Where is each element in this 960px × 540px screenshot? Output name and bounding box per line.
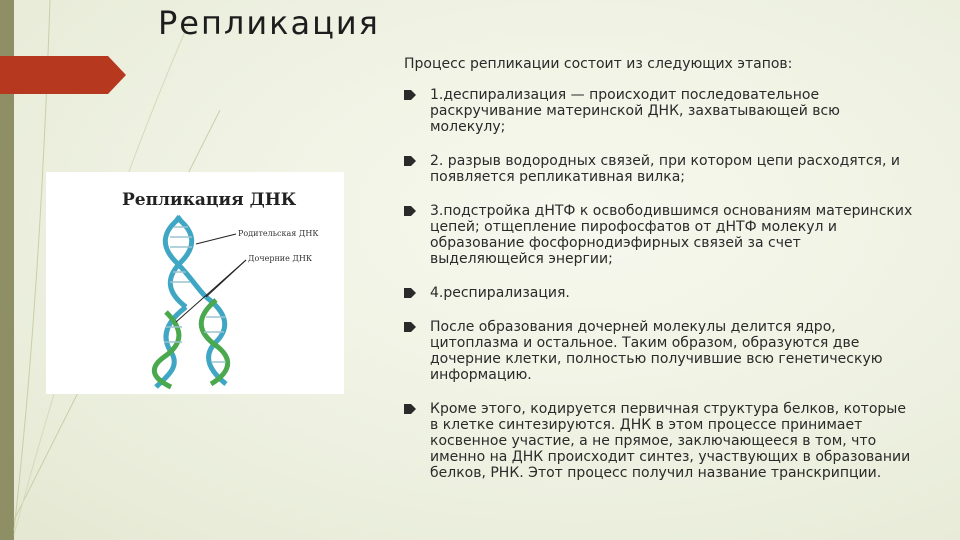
- list-item: [404, 87, 914, 135]
- bullet-text: Кроме этого, кодируется первичная структура белков, которые в клетке синтезируются. ДНК в этом процессе принимает косвенное участие, а не прямое, заключающееся в том, что именно на ДНК происходит синтез, участвующих в образовании белков, РНК. Этот процесс получил название транскрипции.: [430, 401, 911, 481]
- arrow-bullet-icon: [404, 288, 416, 298]
- bullet-text: 3.подстройка дНТФ к освободившимся основаниям материнских цепей; отщепление пирофосфатов от дНТФ молекул и образование фосфорнодиэфирных связей за счет выделяющейся энергии;: [430, 203, 913, 267]
- bullet-text: 4.респирализация.: [430, 285, 570, 301]
- list-item: [404, 203, 914, 267]
- list-item: [404, 153, 914, 185]
- bullet-text: После образования дочерней молекулы делится ядро, цитоплазма и остальное. Таким образом, образуются две дочерние клетки, полностью получившие всю генетическую информацию.: [430, 319, 883, 383]
- slide-title: Репликация: [158, 4, 380, 42]
- list-item: [404, 285, 914, 301]
- bullet-text: 1.деспирализация — происходит последовательное раскручивание материнской ДНК, захватывающей всю молекулу;: [430, 87, 840, 135]
- bullet-text: 2. разрыв водородных связей, при котором цепи расходятся, и появляется репликативная вилка;: [430, 153, 900, 185]
- dna-helix-illustration: [46, 172, 344, 394]
- arrow-bullet-icon: [404, 322, 416, 332]
- title-accent-arrow-icon: [0, 56, 126, 94]
- content-area: [404, 56, 914, 481]
- figure-title: Репликация ДНК: [122, 190, 297, 210]
- list-item: [404, 319, 914, 383]
- dna-replication-figure: [46, 172, 344, 394]
- label-daughter-dna: Дочерние ДНК: [248, 254, 313, 263]
- arrow-bullet-icon: [404, 404, 416, 414]
- arrow-bullet-icon: [404, 156, 416, 166]
- arrow-bullet-icon: [404, 206, 416, 216]
- list-item: [404, 401, 914, 481]
- intro-text: Процесс репликации состоит из следующих этапов:: [404, 56, 793, 72]
- arrow-bullet-icon: [404, 90, 416, 100]
- bullet-list: [404, 87, 914, 481]
- label-parent-dna: Родительская ДНК: [238, 229, 319, 238]
